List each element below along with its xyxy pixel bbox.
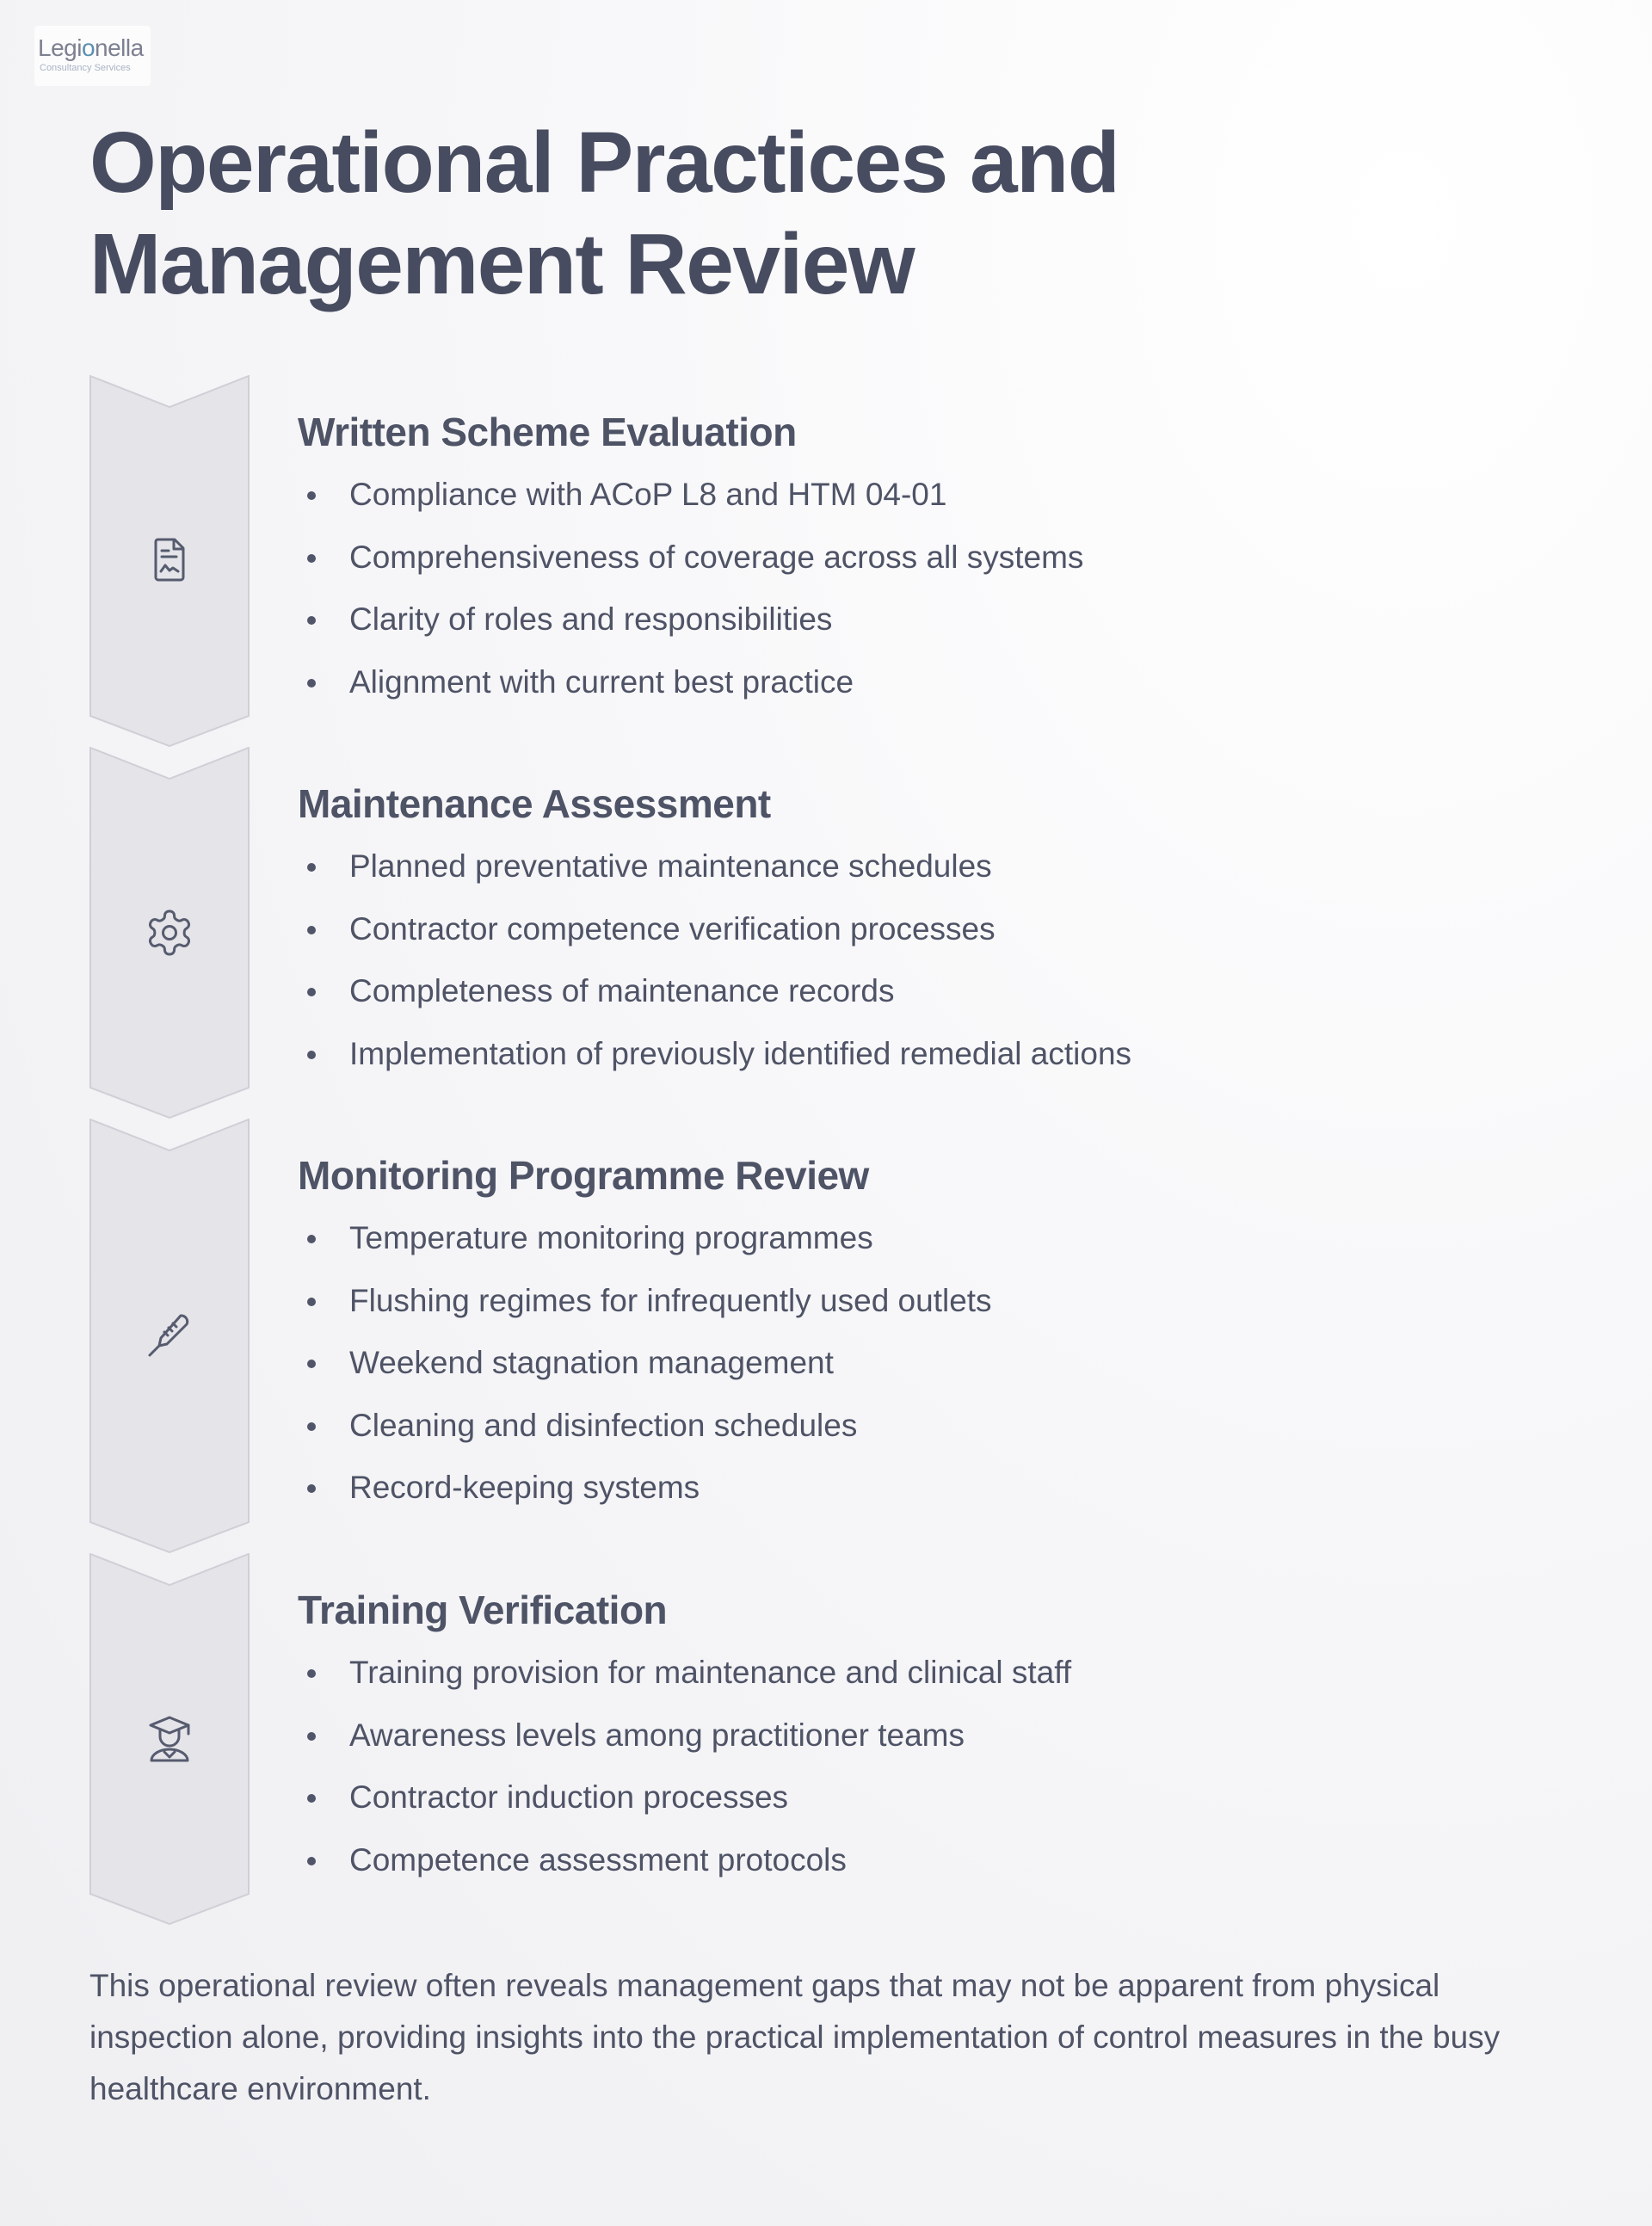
list-item: Cleaning and disinfection schedules <box>298 1404 1545 1447</box>
list-item: Awareness levels among practitioner teams <box>298 1714 1545 1757</box>
thermometer-icon <box>144 1310 195 1361</box>
bullet-list <box>298 473 1545 704</box>
section-heading: Written Scheme Evaluation <box>298 410 797 454</box>
summary-paragraph: This operational review often reveals management gaps that may not be apparent from physical inspection alone, providing insights into the practical implementation of control measures in the busy healthcare environment. <box>89 1968 1501 2106</box>
logo-wordmark: Legionella <box>38 34 144 61</box>
list-item: Implementation of previously identified remedial actions <box>298 1033 1545 1076</box>
section-heading: Maintenance Assessment <box>298 781 771 826</box>
list-item: Weekend stagnation management <box>298 1341 1545 1384</box>
company-logo <box>34 26 151 86</box>
section-heading: Training Verification <box>298 1588 668 1632</box>
step-chevron-4 <box>89 1553 250 1925</box>
list-item: Record-keeping systems <box>298 1466 1545 1509</box>
logo-subtitle: Consultancy Services <box>40 63 131 73</box>
list-item: Clarity of roles and responsibilities <box>298 598 1545 641</box>
list-item: Competence assessment protocols <box>298 1839 1545 1882</box>
list-item: Compliance with ACoP L8 and HTM 04-01 <box>298 473 1545 516</box>
section-monitoring-programme-review <box>298 1151 1545 1529</box>
graduate-icon <box>144 1713 195 1765</box>
section-heading: Monitoring Programme Review <box>298 1153 869 1198</box>
list-item: Comprehensiveness of coverage across all systems <box>298 536 1545 579</box>
list-item: Alignment with current best practice <box>298 661 1545 704</box>
step-chevron-3 <box>89 1119 250 1553</box>
section-maintenance-assessment <box>298 780 1545 1095</box>
bullet-list <box>298 1651 1545 1882</box>
step-chevron-2 <box>89 747 250 1119</box>
bullet-list <box>298 845 1545 1076</box>
page-title: Operational Practices and Management Review <box>89 114 1119 312</box>
list-item: Temperature monitoring programmes <box>298 1217 1545 1260</box>
section-training-verification <box>298 1586 1545 1901</box>
bullet-list <box>298 1217 1545 1509</box>
list-item: Flushing regimes for infrequently used outlets <box>298 1279 1545 1323</box>
section-written-scheme-evaluation <box>298 408 1545 723</box>
list-item: Completeness of maintenance records <box>298 970 1545 1013</box>
list-item: Training provision for maintenance and clinical staff <box>298 1651 1545 1694</box>
document-chart-icon <box>144 533 195 585</box>
list-item: Contractor induction processes <box>298 1776 1545 1819</box>
list-item: Planned preventative maintenance schedules <box>298 845 1545 888</box>
list-item: Contractor competence verification processes <box>298 908 1545 951</box>
gear-icon <box>144 907 195 959</box>
step-chevron-1 <box>89 375 250 747</box>
